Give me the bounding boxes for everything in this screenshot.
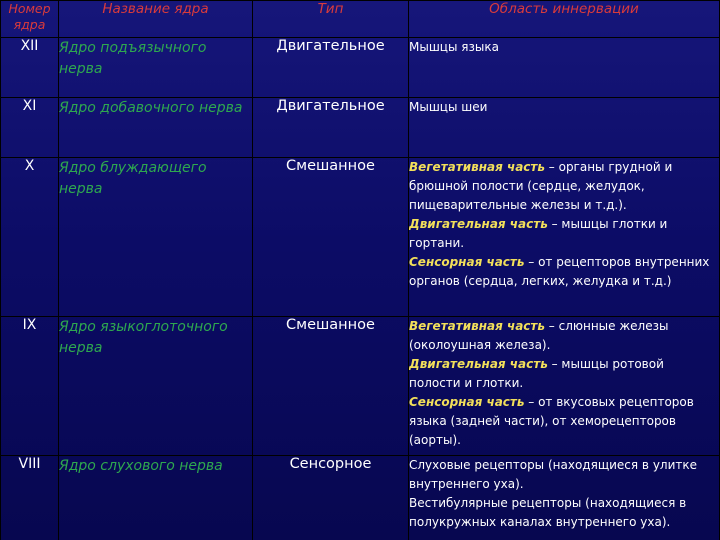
row-number: IX (1, 317, 59, 456)
area-part-label: Вегетативная часть (409, 319, 545, 333)
area-part-label: Двигательная часть (409, 357, 548, 371)
row-number: VIII (1, 456, 59, 540)
table-row (1, 456, 720, 540)
area-text: – слюнные железы (околоушная железа). (409, 319, 669, 352)
area-text: Мышцы шеи (409, 100, 488, 114)
area-text: Мышцы языка (409, 40, 499, 54)
header-type: Тип (253, 1, 409, 38)
table-row (1, 98, 720, 158)
area-paragraph (409, 317, 719, 355)
row-innervation-area (409, 158, 720, 317)
area-paragraph (409, 494, 719, 532)
header-name: Название ядра (59, 1, 253, 38)
row-nucleus-name: Ядро подъязычного нерва (59, 38, 253, 98)
row-number: X (1, 158, 59, 317)
area-part-label: Сенсорная часть (409, 255, 525, 269)
row-type: Двигательное (253, 98, 409, 158)
header-number-line2: ядра (13, 17, 46, 32)
area-text: – мышцы глотки и гортани. (409, 217, 668, 250)
area-text: Вестибулярные рецепторы (находящиеся в полукружных каналах внутреннего уха). (409, 496, 687, 529)
area-paragraph (409, 393, 719, 450)
row-number: XII (1, 38, 59, 98)
row-innervation-area (409, 456, 720, 540)
row-type: Смешанное (253, 158, 409, 317)
area-text: – органы грудной и брюшной полости (сердце, желудок, пищеварительные железы и т.д.). (409, 160, 673, 212)
row-innervation-area (409, 38, 720, 98)
row-nucleus-name: Ядро слухового нерва (59, 456, 253, 540)
row-nucleus-name: Ядро блуждающего нерва (59, 158, 253, 317)
area-part-label: Двигательная часть (409, 217, 548, 231)
area-paragraph (409, 98, 719, 117)
row-innervation-area (409, 317, 720, 456)
area-part-label: Вегетативная часть (409, 160, 545, 174)
area-paragraph (409, 456, 719, 494)
row-nucleus-name: Ядро языкоглоточного нерва (59, 317, 253, 456)
row-type: Сенсорное (253, 456, 409, 540)
table-row (1, 158, 720, 317)
area-text: Слуховые рецепторы (находящиеся в улитке внутреннего уха). (409, 458, 698, 491)
area-paragraph (409, 38, 719, 57)
area-paragraph (409, 158, 719, 215)
header-area: Область иннервации (409, 1, 720, 38)
area-text: – мышцы ротовой полости и глотки. (409, 357, 664, 390)
area-text: – от рецепторов внутренних органов (сердца, легких, желудка и т.д.) (409, 255, 710, 288)
row-type: Двигательное (253, 38, 409, 98)
area-paragraph (409, 355, 719, 393)
row-type: Смешанное (253, 317, 409, 456)
area-text: – от вкусовых рецепторов языка (задней части), от хеморецепторов (аорты). (409, 395, 694, 447)
table-row (1, 38, 720, 98)
area-paragraph (409, 253, 719, 291)
row-nucleus-name: Ядро добавочного нерва (59, 98, 253, 158)
table-row (1, 317, 720, 456)
header-number-line1: Номер (8, 1, 51, 16)
table-header-row (1, 1, 720, 38)
area-paragraph (409, 215, 719, 253)
row-number: XI (1, 98, 59, 158)
header-number (1, 1, 59, 38)
area-part-label: Сенсорная часть (409, 395, 525, 409)
row-innervation-area (409, 98, 720, 158)
